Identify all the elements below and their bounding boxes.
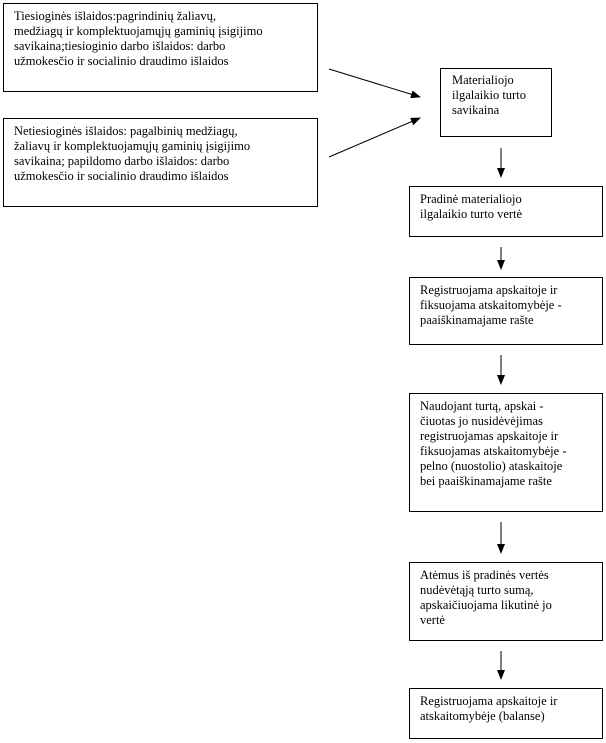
indirect-costs-box: Netiesioginės išlaidos: pagalbinių medžiagų, žaliavų ir komplektuojamųjų gaminių įsigijimo savikaina; papildomo darbo išlaidos: darbo užmokesčio ir socialinio draudimo išlaidos [3,118,318,207]
register-balance-box: Registruojama apskaitoje ir atskaitomybėje (balanse) [409,688,603,739]
residual-value-box: Atėmus iš pradinės vertės nudėvėtąją turto sumą, apskaičiuojama likutinė jo vertė [409,562,603,641]
depreciation-box: Naudojant turtą, apskai - čiuotas jo nusidėvėjimas registruojamas apskaitoje ir fiksuojamas atskaitomybėje - pelno (nuostolio) ataskaitoje bei paaiškinamajame rašte [409,393,603,512]
arrow-direct-to-cost [329,69,420,97]
register-report-box: Registruojama apskaitoje ir fiksuojama atskaitomybėje - paaiškinamajame rašte [409,277,603,345]
initial-value-box: Pradinė materialiojo ilgalaikio turto vertė [409,186,603,237]
arrow-indirect-to-cost [329,118,420,157]
direct-costs-box: Tiesioginės išlaidos:pagrindinių žaliavų, medžiagų ir komplektuojamųjų gaminių įsigijimo savikaina;tiesioginio darbo išlaidos: darbo užmokesčio ir socialinio draudimo išlaidos [3,3,318,92]
asset-cost-box: Materialiojo ilgalaikio turto savikaina [440,68,552,137]
